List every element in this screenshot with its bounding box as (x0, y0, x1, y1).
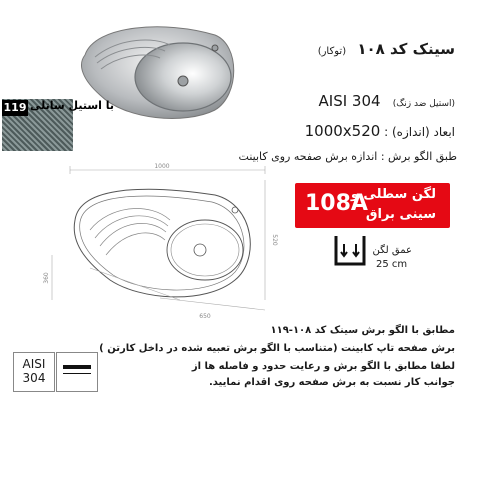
title-text: سینک کد ۱۰۸ (357, 40, 455, 58)
basin-depth-icon (330, 232, 370, 272)
material-note: (استیل ضد زنگ) (392, 99, 455, 109)
material-code: AISI 304 (318, 92, 381, 110)
note-pattern: مطابق با الگو برش سینک کد ۱۰۸-۱۱۹ (270, 325, 455, 336)
finish-icon (63, 365, 91, 369)
dimensions-row: ابعاد (اندازه) : 1000x520 (304, 122, 455, 140)
note-cut: برش صفحه تاپ کابینت (متناسب با الگو برش تعبیه شده در داخل کارتن ) (99, 343, 455, 354)
badge-code: 108A (305, 191, 368, 216)
badge-line2: سینی براق (365, 207, 436, 222)
material-box-line1: AISI (22, 357, 46, 371)
height-dimension: 520 (271, 234, 278, 246)
dimensions-label: ابعاد (اندازه) (391, 125, 455, 139)
finish-line (63, 373, 91, 374)
note-instructions-2: جوانب کار نسبت به برش صفحه روی اقدام نمایید. (208, 377, 455, 388)
steel-number-badge: 119 (3, 101, 27, 114)
cut-text: طبق الگو برش : اندازه برش صفحه روی کابینت (238, 150, 457, 163)
material-box (13, 352, 55, 392)
depth-value: 25 cm (376, 259, 408, 270)
width-dimension: 1000 (154, 163, 170, 170)
title-note: (توکار) (317, 46, 347, 57)
material-row (235, 92, 455, 110)
depth-label: عمق لگن (372, 245, 412, 256)
finish-box (56, 352, 98, 392)
note-instructions: لطفا مطابق با الگو برش و رعایت حدود و فاصله ها از (191, 361, 455, 372)
material-box-line2: 304 (22, 371, 46, 385)
dimensions-value: 1000x520 (304, 122, 381, 140)
model-badge (295, 183, 450, 228)
badge-line1: لگن سطلی و (350, 187, 436, 202)
page-title (270, 40, 455, 58)
bottom-dimension: 650 (199, 313, 211, 320)
steel-text: با استیل ساتلی (30, 99, 115, 112)
left-dimension: 360 (43, 272, 50, 284)
technical-drawing (40, 160, 285, 330)
